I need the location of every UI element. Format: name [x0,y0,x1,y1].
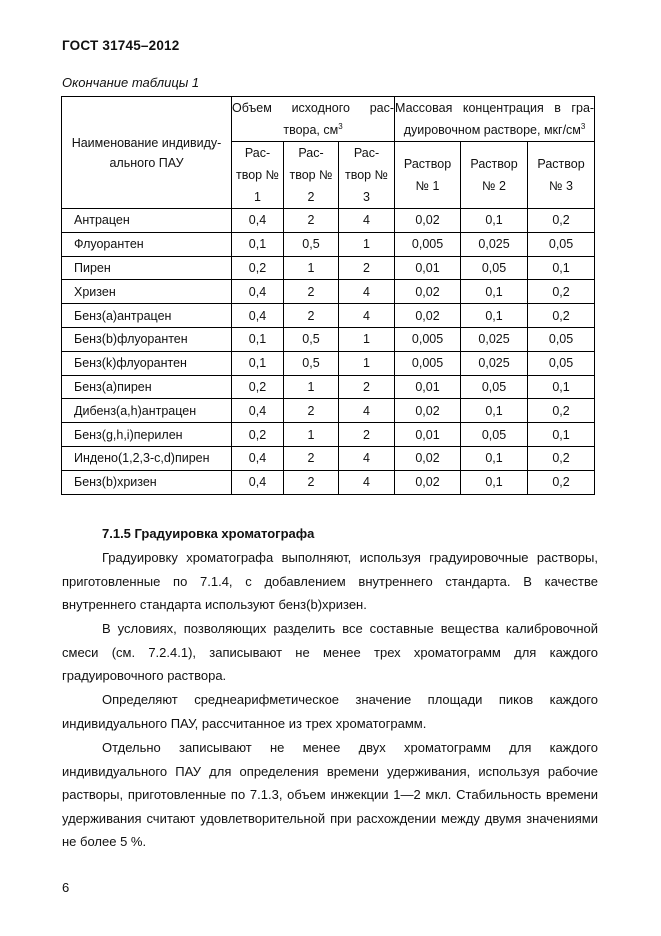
table-cell: 0,05 [528,232,595,256]
table-cell: 0,5 [284,232,339,256]
table-row [62,209,595,233]
table-cell: 4 [339,304,395,328]
table-cell: 0,4 [232,209,284,233]
column-header-volume-solution: Рас- твор № 3 [339,142,395,209]
compound-name: Бенз(а)антрацен [62,304,232,328]
table-row [62,375,595,399]
compound-name: Бенз(b)хризен [62,470,232,494]
table-cell: 0,02 [395,470,461,494]
section-title: 7.1.5 Градуировка хроматографа [102,526,315,541]
table-cell: 0,1 [528,375,595,399]
compound-name: Пирен [62,256,232,280]
table-cell: 2 [339,256,395,280]
table-row [62,327,595,351]
table-cell: 0,005 [395,232,461,256]
table-cell: 0,2 [232,256,284,280]
compound-name: Бенз(а)пирен [62,375,232,399]
page-number: 6 [62,880,70,895]
table-cell: 0,01 [395,423,461,447]
table-cell: 0,4 [232,304,284,328]
table-row [62,256,595,280]
table-cell: 4 [339,280,395,304]
table-cell: 2 [284,399,339,423]
table-cell: 0,5 [284,327,339,351]
compound-name: Бенз(b)флуорантен [62,327,232,351]
table-cell: 1 [339,351,395,375]
table-cell: 0,2 [528,280,595,304]
table-cell: 0,05 [528,351,595,375]
table-cell: 0,005 [395,327,461,351]
table-cell: 0,05 [528,327,595,351]
table-cell: 2 [339,375,395,399]
column-header-volume-solution: Рас- твор № 1 [232,142,284,209]
table-cell: 2 [284,446,339,470]
table-cell: 0,4 [232,470,284,494]
body-paragraph: В условиях, позволяющих разделить все составные вещества калибровочной смеси (см. 7.2.4.1), записывают не менее трех хроматограмм для каждого градуировочного раствора. [62,621,598,683]
table-cell: 0,1 [461,304,528,328]
table-cell: 4 [339,446,395,470]
column-header-conc-solution: Раствор № 3 [528,142,595,209]
table-cell: 0,02 [395,304,461,328]
table-cell: 0,02 [395,399,461,423]
column-header-volume-solution: Рас- твор № 2 [284,142,339,209]
table-cell: 0,2 [528,470,595,494]
compound-name: Хризен [62,280,232,304]
table-cell: 0,02 [395,209,461,233]
table-cell: 2 [284,209,339,233]
table-cell: 0,4 [232,280,284,304]
table-cell: 4 [339,470,395,494]
table-cell: 0,025 [461,232,528,256]
table-row [62,470,595,494]
table-row [62,304,595,328]
table-cell: 1 [284,423,339,447]
compound-name: Антрацен [62,209,232,233]
table-cell: 0,2 [528,399,595,423]
table-cell: 0,1 [461,399,528,423]
compound-name: Индено(1,2,3-c,d)пирен [62,446,232,470]
table-cell: 0,2 [232,423,284,447]
table-cell: 0,1 [232,327,284,351]
table-cell: 0,4 [232,446,284,470]
compound-name: Бенз(k)флуорантен [62,351,232,375]
column-group-volume: Объем исходного рас-твора, $см^3$ [232,97,395,142]
body-paragraph: Градуировку хроматографа выполняют, используя градуировочные растворы, приготовленные по 7.1.4, с добавлением внутреннего стандарта. В качестве внутреннего стандарта используют бенз(b)хризен. [62,550,598,612]
document-header: ГОСТ 31745–2012 [62,38,180,53]
table-cell: 0,2 [232,375,284,399]
table-cell: 0,4 [232,399,284,423]
table-caption: Окончание таблицы 1 [62,75,200,90]
column-header-conc-solution: Раствор № 2 [461,142,528,209]
table-row [62,399,595,423]
body-paragraph: Отдельно записывают не менее двух хроматограмм для каждого индивидуального ПАУ для определения времени удерживания, используя рабочие растворы, приготовленные по 7.1.3, объем инжекции 1—2 мкл. Стабильность времени удерживания считают удовлетворительной при расхождении между двумя значениями не более 5 %. [62,740,598,849]
table-cell: 0,1 [461,470,528,494]
table-cell: 0,1 [461,446,528,470]
table-cell: 0,005 [395,351,461,375]
table-cell: 0,1 [461,280,528,304]
table-cell: 0,025 [461,327,528,351]
table-cell: 0,1 [232,351,284,375]
table-cell: 0,05 [461,375,528,399]
body-paragraph: Определяют среднеарифметическое значение площади пиков каждого индивидуального ПАУ, рассчитанное из трех хроматограмм. [62,692,598,731]
table-cell: 2 [284,304,339,328]
table-cell: 2 [339,423,395,447]
table-cell: 0,2 [528,304,595,328]
table-cell: 0,01 [395,256,461,280]
table-cell: 0,01 [395,375,461,399]
table-cell: 2 [284,470,339,494]
compound-name: Бенз(g,h,i)перилен [62,423,232,447]
table-row [62,446,595,470]
table-cell: 1 [339,327,395,351]
table-cell: 1 [339,232,395,256]
column-group-concentration: Массовая концентрация в гра-дуировочном растворе, мкг/$см^3$ [395,97,595,142]
table-cell: 1 [284,375,339,399]
table-row [62,280,595,304]
table-cell: 0,025 [461,351,528,375]
table-cell: 0,2 [528,209,595,233]
table-cell: 0,2 [528,446,595,470]
table-cell: 0,1 [528,423,595,447]
table-cell: 0,02 [395,280,461,304]
table-cell: 0,1 [232,232,284,256]
table-cell: 1 [284,256,339,280]
table-cell: 0,02 [395,446,461,470]
table-cell: 4 [339,399,395,423]
table-cell: 0,1 [461,209,528,233]
table-row [62,232,595,256]
column-header-compound: Наименование индивиду- ального ПАУ [62,97,232,209]
table-cell: 0,05 [461,256,528,280]
table-row [62,423,595,447]
table-cell: 2 [284,280,339,304]
column-header-conc-solution: Раствор № 1 [395,142,461,209]
compound-name: Флуорантен [62,232,232,256]
table-row [62,351,595,375]
table-cell: 4 [339,209,395,233]
table-cell: 0,05 [461,423,528,447]
compound-name: Дибенз(а,h)антрацен [62,399,232,423]
table-cell: 0,5 [284,351,339,375]
calibration-table [61,96,595,495]
table-cell: 0,1 [528,256,595,280]
